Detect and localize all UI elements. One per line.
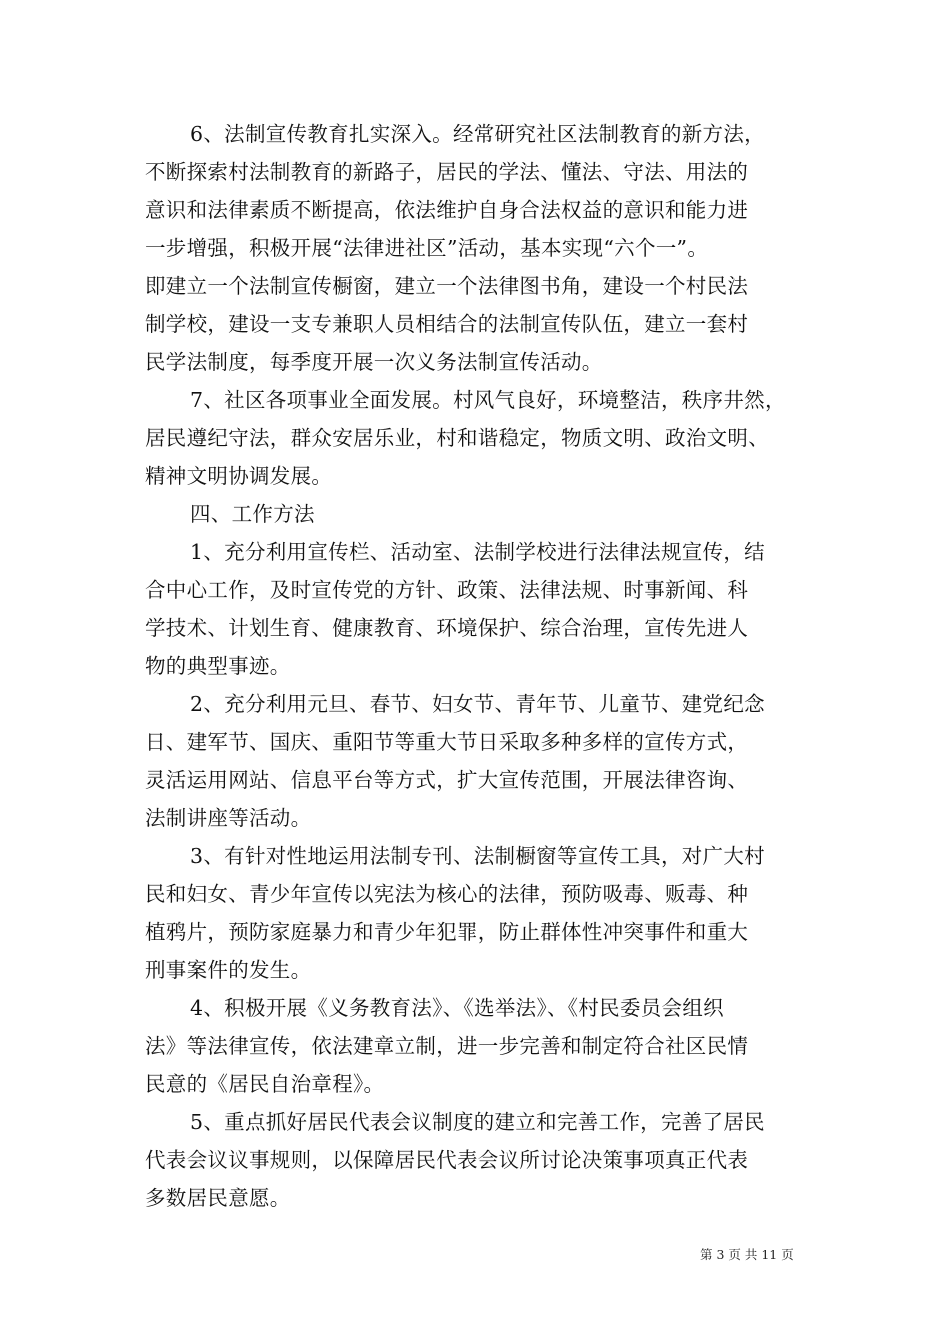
text-line: 法制讲座等活动。 (145, 806, 312, 830)
text-line: 学技术、计划生育、健康教育、环境保护、综合治理，宣传先进人 (145, 616, 749, 640)
text-line: 多数居民意愿。 (145, 1186, 291, 1210)
text-line: 5、重点抓好居民代表会议制度的建立和完善工作，完善了居民 (190, 1110, 765, 1134)
text-line: 居民遵纪守法，群众安居乐业，村和谐稳定，物质文明、政治文明、 (145, 426, 769, 450)
text-line: 制学校，建设一支专兼职人员相结合的法制宣传队伍，建立一套村 (145, 312, 749, 336)
text-line: 意识和法律素质不断提高，依法维护自身合法权益的意识和能力进 (145, 198, 749, 222)
text-line: 民意的《居民自治章程》。 (145, 1072, 385, 1096)
text-line: 7、社区各项事业全面发展。村风气良好，环境整洁，秩序井然， (190, 388, 786, 412)
text-line: 代表会议议事规则，以保障居民代表会议所讨论决策事项真正代表 (145, 1148, 749, 1172)
section-heading: 四、工作方法 (190, 502, 315, 526)
text-line: 日、建军节、国庆、重阳节等重大节日采取多种多样的宣传方式， (145, 730, 749, 754)
text-line: 法》等法律宣传，依法建章立制，进一步完善和制定符合社区民情 (145, 1034, 749, 1058)
text-line: 6、法制宣传教育扎实深入。经常研究社区法制教育的新方法， (190, 122, 765, 146)
text-line: 即建立一个法制宣传橱窗，建立一个法律图书角，建设一个村民法 (145, 274, 749, 298)
text-line: 精神文明协调发展。 (145, 464, 333, 488)
text-line: 4、积极开展《义务教育法》、《选举法》、《村民委员会组织 (190, 996, 724, 1020)
text-line: 3、有针对性地运用法制专刊、法制橱窗等宣传工具，对广大村 (190, 844, 765, 868)
page-number: 第 3 页 共 11 页 (700, 1247, 794, 1262)
text-line: 一步增强，积极开展“法律进社区”活动，基本实现“六个一”。 (145, 236, 709, 260)
text-line: 1、充分利用宣传栏、活动室、法制学校进行法律法规宣传，结 (190, 540, 765, 564)
text-line: 植鸦片，预防家庭暴力和青少年犯罪，防止群体性冲突事件和重大 (145, 920, 749, 944)
text-line: 合中心工作，及时宣传党的方针、政策、法律法规、时事新闻、科 (145, 578, 749, 602)
text-line: 物的典型事迹。 (145, 654, 291, 678)
text-line: 民和妇女、青少年宣传以宪法为核心的法律，预防吸毒、贩毒、种 (145, 882, 749, 906)
text-line: 刑事案件的发生。 (145, 958, 312, 982)
document-body (145, 115, 811, 1217)
text-line: 不断探索村法制教育的新路子，居民的学法、懂法、守法、用法的 (145, 160, 749, 184)
text-line: 民学法制度，每季度开展一次义务法制宣传活动。 (145, 350, 603, 374)
text-line: 2、充分利用元旦、春节、妇女节、青年节、儿童节、建党纪念 (190, 692, 765, 716)
text-line: 灵活运用网站、信息平台等方式，扩大宣传范围，开展法律咨询、 (145, 768, 749, 792)
